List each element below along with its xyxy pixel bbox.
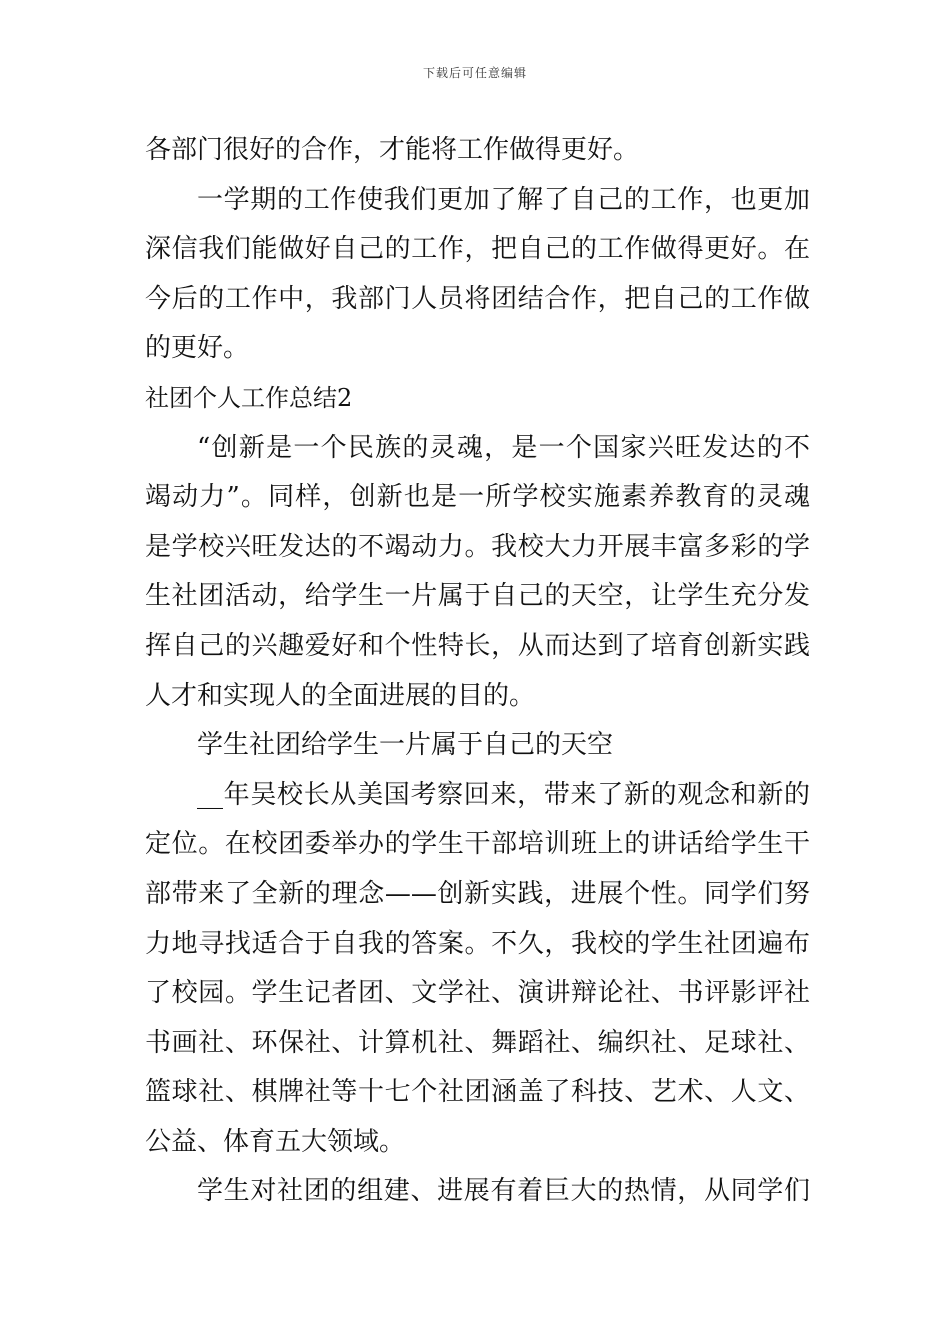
- text-line: 是学校兴旺发达的不竭动力。我校大力开展丰富多彩的学: [145, 531, 810, 562]
- text-line: __年吴校长从美国考察回来，带来了新的观念和新的: [197, 779, 810, 810]
- text-line: 部带来了全新的理念——创新实践，进展个性。同学们努: [145, 878, 810, 909]
- text-line: 今后的工作中，我部门人员将团结合作，把自己的工作做: [145, 283, 810, 314]
- text-line: 公益、体育五大领域。: [145, 1126, 406, 1157]
- text-line: 深信我们能做好自己的工作，把自己的工作做得更好。在: [145, 234, 810, 265]
- text-line: 竭动力”。同样，创新也是一所学校实施素养教育的灵魂: [145, 482, 810, 513]
- text-line: 力地寻找适合于自我的答案。不久，我校的学生社团遍布: [145, 928, 810, 959]
- text-line: 定位。在校团委举办的学生干部培训班上的讲话给学生干: [145, 829, 810, 860]
- text-line: 挥自己的兴趣爱好和个性特长，从而达到了培育创新实践: [145, 630, 810, 661]
- text-line: 书画社、环保社、计算机社、舞蹈社、编织社、足球社、: [145, 1027, 810, 1058]
- text-line: “创新是一个民族的灵魂，是一个国家兴旺发达的不: [197, 432, 810, 463]
- text-line: 各部门很好的合作，才能将工作做得更好。: [145, 135, 640, 165]
- section-heading: 社团个人工作总结2: [145, 383, 353, 412]
- text-line: 篮球社、棋牌社等十七个社团涵盖了科技、艺术、人文、: [145, 1077, 810, 1108]
- subheading-line: 学生社团给学生一片属于自己的天空: [197, 730, 614, 761]
- text-line: 学生对社团的组建、进展有着巨大的热情，从同学们: [197, 1176, 810, 1207]
- document-body: [145, 126, 810, 1217]
- text-line: 了校园。学生记者团、文学社、演讲辩论社、书评影评社: [145, 978, 810, 1009]
- text-line: 人才和实现人的全面进展的目的。: [145, 680, 536, 711]
- text-line: 的更好。: [145, 333, 250, 364]
- text-line: 生社团活动，给学生一片属于自己的天空，让学生充分发: [145, 581, 810, 612]
- text-line: 一学期的工作使我们更加了解了自己的工作，也更加: [197, 184, 810, 215]
- page-header: 下载后可任意编辑: [422, 66, 527, 80]
